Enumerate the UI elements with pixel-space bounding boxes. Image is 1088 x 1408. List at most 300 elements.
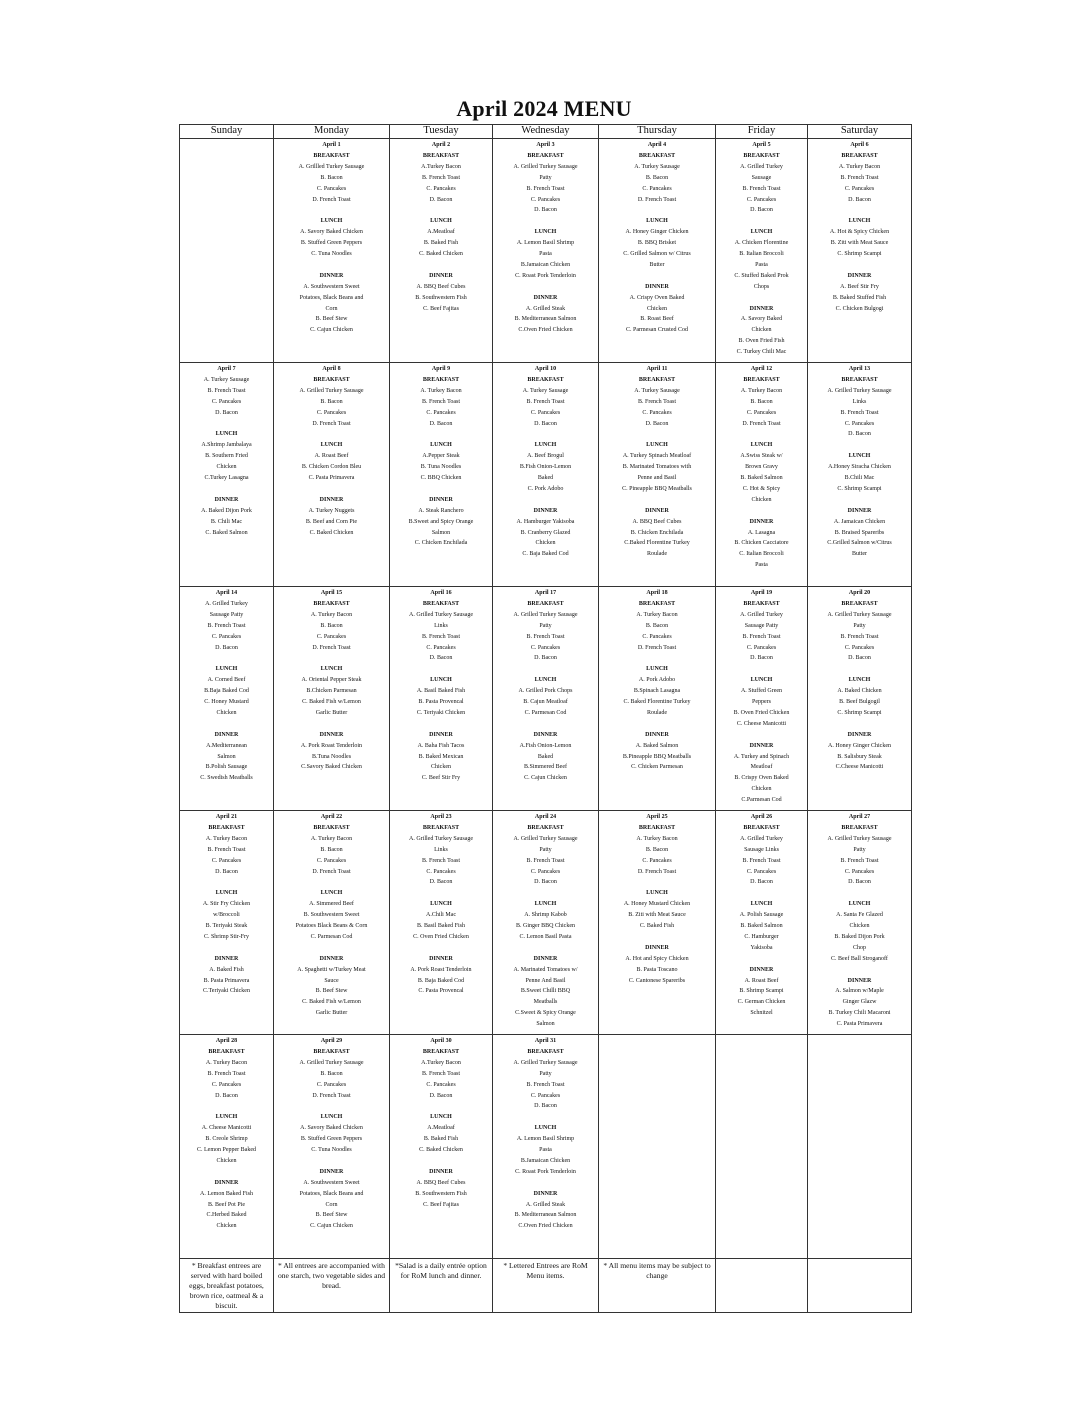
menu-item: B. French Toast	[207, 387, 246, 394]
spacer	[717, 293, 806, 304]
meal-heading: DINNER	[319, 1168, 344, 1175]
menu-item: A. Turkey Sausage	[634, 163, 680, 170]
menu-item: A.Fish Onion-Lemon	[519, 742, 572, 749]
menu-item: Meatloaf	[750, 764, 773, 771]
menu-item: Garlic Butter	[315, 1010, 348, 1017]
day-date: April 29	[320, 1038, 343, 1044]
menu-item: Patty	[539, 1070, 552, 1077]
meal-heading: BREAKFAST	[313, 376, 350, 383]
menu-item: C. Pancakes	[844, 868, 875, 875]
menu-item: B. Braised Spareribs	[834, 529, 885, 536]
spacer	[181, 877, 272, 888]
spacer	[600, 429, 714, 440]
footnote-cell	[180, 1259, 274, 1313]
menu-item: A.Shrimp Jambalaya	[201, 442, 252, 449]
menu-item: B.Tuna Noodles	[311, 753, 352, 760]
meal-heading: BREAKFAST	[743, 152, 780, 159]
menu-item: B. French Toast	[422, 633, 460, 640]
menu-item: A. Stir Fry Chicken	[202, 901, 251, 908]
menu-item: C. Beef Fajitas	[423, 1201, 459, 1208]
meal-heading: LUNCH	[646, 218, 668, 225]
menu-item: D. Bacon	[534, 420, 557, 427]
menu-item: C.Savory Baked Chicken	[301, 764, 362, 771]
spacer	[494, 495, 597, 506]
menu-item: A. Lasagna	[747, 529, 776, 536]
spacer	[494, 429, 597, 440]
menu-item: A. Grilled Turkey Sausage	[299, 387, 364, 394]
menu-item: B. Basil Baked Fish	[416, 923, 465, 930]
menu-item: D. Bacon	[429, 1092, 453, 1099]
menu-item: A.Chili Mac	[426, 912, 456, 919]
menu-item: D. Bacon	[429, 655, 453, 662]
menu-item: C. Pancakes	[316, 1081, 347, 1088]
menu-item: A. Grilled Pork Chops	[518, 688, 573, 695]
spacer	[275, 205, 388, 216]
menu-item: A. Turkey Nuggets	[308, 507, 355, 514]
menu-item: C. Baked Fish	[639, 923, 675, 930]
menu-item: B. Baked Salmon	[740, 475, 783, 482]
meal-heading: BREAKFAST	[841, 152, 878, 159]
menu-item: Links	[434, 846, 448, 853]
meal-heading: BREAKFAST	[527, 376, 564, 383]
day-date: April 12	[750, 366, 773, 372]
menu-item: B. French Toast	[207, 1070, 246, 1077]
menu-item: A. BBQ Beef Cubes	[416, 283, 466, 290]
menu-item: A. Santa Fe Glazed	[836, 912, 883, 919]
day-cell	[390, 139, 493, 363]
meal-heading: LUNCH	[320, 442, 343, 449]
meal-heading: BREAKFAST	[638, 600, 676, 607]
menu-item: Chicken	[647, 305, 667, 312]
menu-item: C. Pancakes	[211, 857, 242, 864]
day-date: April 28	[215, 1038, 238, 1044]
spacer	[275, 260, 388, 271]
menu-item: Sausage	[751, 174, 772, 181]
day-cell	[274, 363, 390, 587]
menu-item: C. Pancakes	[530, 1092, 561, 1099]
menu-item: C. Pancakes	[746, 196, 777, 203]
menu-item: A. Grilled Turkey Sausage	[827, 611, 892, 618]
day-cell	[808, 139, 912, 363]
spacer	[391, 1156, 491, 1167]
menu-item: C. Pancakes	[211, 1081, 242, 1088]
menu-item: B. Roast Beef	[640, 316, 674, 323]
menu-item: A. Stuffed Green	[740, 688, 783, 695]
meal-heading: BREAKFAST	[841, 824, 878, 831]
menu-item: A. Chicken Florentine	[734, 240, 789, 247]
menu-item: B. French Toast	[526, 398, 565, 405]
menu-item: B. French Toast	[422, 857, 460, 864]
menu-item: B. Bacon	[320, 1070, 343, 1077]
empty-day-cell	[808, 1035, 912, 1259]
meal-heading: DINNER	[429, 496, 453, 503]
meal-heading: LUNCH	[646, 890, 668, 897]
menu-item: C.Teriyaki Chicken	[203, 988, 250, 995]
spacer	[181, 484, 272, 495]
meal-heading: BREAKFAST	[422, 824, 460, 831]
footnote-cell	[808, 1259, 912, 1313]
menu-item: A. Hot and Spicy Chicken	[625, 955, 689, 962]
spacer	[275, 943, 388, 954]
menu-item: C. Baked Salmon	[205, 529, 248, 536]
spacer	[600, 719, 714, 730]
menu-item: Chop	[852, 944, 866, 951]
menu-item: C. Chicken Parmesan	[631, 764, 683, 771]
meal-heading: DINNER	[847, 977, 872, 984]
meal-heading: DINNER	[645, 731, 669, 738]
day-date: April 26	[750, 814, 773, 820]
menu-item: D. Bacon	[848, 879, 871, 886]
spacer	[494, 216, 597, 227]
menu-item: Patty	[539, 622, 552, 629]
menu-item: D. French Toast	[312, 196, 351, 203]
menu-item: C.Turkey Lasagna	[204, 475, 249, 482]
menu-item: C. Cheese Manicotti	[736, 720, 787, 727]
menu-item: Garlic Butter	[315, 709, 348, 716]
menu-item: B. Oven Fried Chicken	[733, 709, 790, 716]
menu-item: B. Ziti with Meat Sauce	[628, 912, 686, 919]
meal-heading: DINNER	[214, 1179, 239, 1186]
menu-item: B.Jamaican Chicken	[520, 261, 571, 268]
menu-item: A. Grilled Turkey Sausage	[299, 1059, 364, 1066]
menu-item: Patty	[853, 622, 866, 629]
menu-item: D. French Toast	[637, 868, 677, 875]
menu-item: Chicken	[535, 540, 556, 547]
spacer	[181, 653, 272, 664]
menu-item: Yakisoba	[750, 944, 773, 951]
day-date: April 17	[534, 590, 557, 596]
menu-item: B. French Toast	[840, 633, 879, 640]
menu-item: A.Turkey Bacon	[421, 163, 461, 170]
menu-item: B. Ziti with Meat Sauce	[830, 240, 889, 247]
menu-item: B.Sweet Chilli BBQ	[520, 988, 571, 995]
meal-heading: LUNCH	[320, 666, 343, 673]
menu-item: C. Cajun Chicken	[310, 327, 353, 334]
menu-item: A. Baked Chicken	[837, 688, 882, 695]
spacer	[600, 653, 714, 664]
menu-item: C. Roast Pork Tenderloin	[515, 272, 576, 279]
menu-item: A. Grilled Turkey Sausage	[513, 611, 578, 618]
weekday-header-row	[180, 125, 912, 139]
spacer	[494, 1112, 597, 1123]
menu-item: C.Baked Florentine Turkey	[624, 540, 690, 547]
menu-item: Chicken	[751, 327, 772, 334]
meal-heading: LUNCH	[848, 901, 871, 908]
spacer	[717, 730, 806, 741]
menu-item: Patty	[853, 846, 866, 853]
menu-item: Ginger Glazw	[842, 999, 877, 1006]
day-date: April 18	[646, 590, 668, 596]
menu-item: A. Grilled Turkey	[740, 611, 783, 618]
weekday-header: Monday	[274, 125, 390, 139]
menu-item: Penne And Basil	[525, 977, 566, 984]
menu-item: A. Cheese Manicotti	[201, 1125, 252, 1132]
menu-item: A. Oriental Pepper Steak	[301, 677, 362, 684]
menu-item: A. Simmered Beef	[309, 901, 354, 908]
menu-item: A. Grilled Turkey Sausage	[513, 835, 578, 842]
menu-item: B. Shrimp Scampi	[739, 988, 784, 995]
spacer	[181, 1167, 272, 1178]
spacer	[391, 664, 491, 675]
day-date: April 23	[430, 814, 452, 820]
spacer	[275, 429, 388, 440]
meal-heading: DINNER	[214, 496, 239, 503]
meal-heading: LUNCH	[534, 229, 557, 236]
day-date: April 5	[752, 142, 771, 148]
menu-item: A. Turkey Sausage	[522, 387, 569, 394]
meal-heading: DINNER	[319, 955, 344, 962]
menu-item: Schnitzel	[750, 1010, 773, 1017]
menu-item: A.Honey Siracha Chicken	[828, 464, 891, 471]
menu-item: B. Southern Fried	[205, 453, 248, 460]
menu-item: B. Southwestern Fish	[415, 294, 467, 301]
meal-heading: LUNCH	[320, 890, 343, 897]
menu-item: A. Hot & Spicy Chicken	[829, 229, 890, 236]
day-cell	[716, 587, 808, 811]
menu-item: B. Bacon	[320, 846, 343, 853]
day-cell	[599, 811, 716, 1035]
menu-item: B.Pineapple BBQ Meatballs	[622, 753, 692, 760]
menu-item: A. Turkey Bacon	[636, 835, 678, 842]
menu-item: C. Parmesan Cod	[310, 933, 353, 940]
day-cell	[180, 811, 274, 1035]
meal-heading: LUNCH	[215, 666, 238, 673]
menu-item: A. Honey Mustard Chicken	[623, 901, 691, 908]
meal-heading: LUNCH	[646, 666, 668, 673]
menu-item: B. Baked Fish	[423, 1136, 459, 1143]
meal-heading: BREAKFAST	[313, 600, 350, 607]
menu-item: C. Pancakes	[316, 857, 347, 864]
menu-item: Sausage Patty	[744, 622, 779, 629]
menu-item: A. Turkey and Spinach	[733, 753, 790, 760]
menu-item: C. Pancakes	[530, 409, 561, 416]
menu-item: B. Cajun Meatloaf	[523, 699, 568, 706]
day-cell	[716, 139, 808, 363]
menu-item: B. French Toast	[526, 185, 565, 192]
meal-heading: BREAKFAST	[313, 152, 350, 159]
empty-day-cell	[180, 139, 274, 363]
menu-item: A. Hamburger Yakisoba	[516, 518, 575, 525]
menu-item: Sausage Patty	[209, 611, 244, 618]
day-date: April 2	[431, 142, 451, 148]
menu-item: A. Southwestern Sweet	[303, 283, 360, 290]
meal-heading: LUNCH	[320, 218, 343, 225]
menu-item: B. French Toast	[207, 622, 246, 629]
meal-heading: DINNER	[645, 944, 669, 951]
day-cell	[493, 139, 599, 363]
spacer	[494, 943, 597, 954]
menu-item: C. Parmesan Cod	[524, 709, 567, 716]
day-date: April 30	[430, 1038, 452, 1044]
menu-item: Chicken	[849, 923, 870, 930]
menu-item: A. Turkey Sausage	[634, 387, 680, 394]
menu-item: C. Pork Adobo	[527, 485, 564, 492]
menu-item: Chicken	[216, 709, 237, 716]
menu-item: C. Pancakes	[642, 857, 672, 864]
footnote: * Breakfast entrees are served with hard boiled eggs, breakfast potatoes, brown rice, oatmeal & a biscuit.	[189, 1261, 264, 1310]
footnote-cell	[599, 1259, 716, 1313]
menu-item: B. Chicken Cordon Bleu	[301, 464, 362, 471]
day-date: April 24	[534, 814, 557, 820]
menu-item: Chicken	[216, 464, 237, 471]
menu-item: B. Southwestern Fish	[415, 1190, 467, 1197]
menu-item: A. Pork Adobo	[638, 677, 676, 684]
menu-item: C. Baked Fish w/Lemon	[302, 699, 361, 706]
day-date: April 8	[322, 366, 341, 372]
menu-item: C. Pineapple BBQ Meatballs	[622, 485, 692, 492]
spacer	[181, 1101, 272, 1112]
menu-item: Chicken	[431, 764, 451, 771]
menu-item: A. Roast Beef	[314, 453, 349, 460]
menu-item: C. Pancakes	[426, 1081, 456, 1088]
menu-item: Chops	[753, 283, 770, 290]
menu-item: A. Honey Ginger Chicken	[625, 229, 689, 236]
menu-item: B. French Toast	[207, 846, 246, 853]
spacer	[275, 484, 388, 495]
day-cell	[274, 1035, 390, 1259]
menu-item: B. French Toast	[422, 1070, 460, 1077]
menu-item: D. Bacon	[534, 1103, 557, 1110]
menu-item: C. Baked Florentine Turkey	[623, 699, 691, 706]
menu-item: C. Pancakes	[426, 409, 456, 416]
meal-heading: BREAKFAST	[743, 376, 780, 383]
menu-item: B. Chicken Enchilada	[630, 529, 684, 536]
menu-item: B. Chicken Cacciatore	[734, 540, 789, 547]
menu-item: A. Southwestern Sweet	[303, 1179, 360, 1186]
spacer	[494, 664, 597, 675]
meal-heading: DINNER	[429, 1168, 453, 1175]
menu-item: C. Turkey Chili Mac	[736, 349, 787, 356]
menu-item: A. Turkey Bacon	[205, 1059, 248, 1066]
spacer	[717, 506, 806, 517]
day-date: April 21	[215, 814, 238, 820]
menu-item: D. Bacon	[429, 420, 453, 427]
menu-item: C. Pancakes	[530, 196, 561, 203]
meal-heading: DINNER	[429, 731, 453, 738]
meal-heading: BREAKFAST	[743, 600, 780, 607]
meal-heading: LUNCH	[646, 442, 668, 449]
menu-item: C. Pancakes	[211, 633, 242, 640]
week-row	[180, 587, 912, 811]
spacer	[275, 877, 388, 888]
menu-item: Links	[434, 622, 448, 629]
menu-item: B. French Toast	[840, 409, 879, 416]
menu-item: B. Pasta Provencal	[418, 699, 464, 706]
menu-item: B.Chili Mac	[844, 475, 875, 482]
menu-item: C. Tuna Noodles	[311, 1147, 352, 1154]
menu-calendar-table	[179, 124, 912, 1313]
menu-item: Potatoes, Black Beans and	[299, 294, 364, 301]
menu-item: B. Tuna Noodles	[420, 464, 462, 471]
menu-item: C. Beef Stir Fry	[421, 775, 461, 782]
day-date: April 11	[646, 366, 668, 372]
meal-heading: DINNER	[319, 731, 344, 738]
menu-item: C. Pancakes	[426, 868, 456, 875]
menu-item: C. Pancakes	[844, 185, 875, 192]
spacer	[717, 429, 806, 440]
menu-item: A.Turkey Bacon	[421, 1059, 461, 1066]
meal-heading: DINNER	[429, 272, 453, 279]
day-cell	[599, 587, 716, 811]
weekday-header: Wednesday	[493, 125, 599, 139]
menu-item: B. French Toast	[742, 185, 781, 192]
menu-item: A. Polish Sausage	[739, 912, 784, 919]
meal-heading: LUNCH	[848, 677, 871, 684]
menu-item: A. Marinated Tomatoes w/	[513, 966, 578, 973]
menu-item: C. Shrimp Scampi	[837, 485, 882, 492]
spacer	[717, 664, 806, 675]
menu-item: C. Pancakes	[316, 409, 347, 416]
weekday-header: Tuesday	[390, 125, 493, 139]
spacer	[717, 888, 806, 899]
menu-item: A. Beef Stir Fry	[840, 283, 879, 290]
menu-item: Meatballs	[533, 999, 558, 1006]
menu-item: C.Cheese Manicotti	[835, 764, 884, 771]
menu-item: A. Honey Ginger Chicken	[828, 742, 891, 749]
menu-item: B. Baja Baked Cod	[417, 977, 465, 984]
day-date: April 22	[320, 814, 343, 820]
menu-item: B. Chili Mac	[210, 518, 243, 525]
day-cell	[808, 587, 912, 811]
menu-item: A. Turkey Bacon	[205, 835, 248, 842]
day-cell	[493, 811, 599, 1035]
menu-item: A. BBQ Beef Cubes	[416, 1179, 466, 1186]
footnote	[716, 1259, 807, 1261]
menu-item: Sausage Links	[744, 846, 779, 853]
menu-item: C. Hamburger	[744, 933, 779, 940]
menu-item: D. Bacon	[215, 868, 238, 875]
meal-heading: DINNER	[533, 731, 558, 738]
week-row	[180, 139, 912, 363]
menu-item: B.Fish Onion-Lemon	[519, 464, 572, 471]
spacer	[809, 495, 910, 506]
meal-heading: BREAKFAST	[527, 600, 564, 607]
spacer	[391, 1101, 491, 1112]
meal-heading: DINNER	[533, 507, 558, 514]
menu-item: D. Bacon	[534, 207, 557, 214]
menu-item: Chicken	[216, 1157, 237, 1164]
meal-heading: LUNCH	[430, 442, 452, 449]
footnotes-row	[180, 1259, 912, 1313]
menu-item: A. Pork Roast Tenderloin	[300, 742, 363, 749]
menu-item: B. French Toast	[422, 174, 460, 181]
spacer	[600, 932, 714, 943]
menu-item: B. Baked Fish	[423, 240, 459, 247]
menu-item: C. Oven Fried Chicken	[413, 933, 469, 940]
menu-item: A. Baha Fish Tacos	[417, 742, 465, 749]
spacer	[717, 954, 806, 965]
menu-item: B. Oven Fried Fish	[738, 338, 785, 345]
weekday-header: Saturday	[808, 125, 912, 139]
menu-item: C. Baja Baked Cod	[522, 551, 569, 558]
meal-heading: BREAKFAST	[638, 824, 676, 831]
menu-item: C. Pancakes	[642, 409, 672, 416]
meal-heading: BREAKFAST	[313, 1048, 350, 1055]
spacer	[181, 419, 272, 430]
spacer	[600, 271, 714, 282]
menu-item: C.Herbed Baked	[206, 1212, 247, 1219]
footnote: * All entrees are accompanied with one starch, two vegetable sides and bread.	[277, 1261, 386, 1290]
day-date: April 7	[217, 366, 236, 372]
weekday-header: Friday	[716, 125, 808, 139]
menu-item: B. Creole Shrimp	[205, 1136, 248, 1143]
menu-item: C. Pancakes	[530, 868, 561, 875]
menu-item: B.Baja Baked Cod	[204, 688, 249, 695]
menu-item: C. Pancakes	[642, 633, 672, 640]
day-cell	[716, 363, 808, 587]
menu-item: D. French Toast	[637, 196, 677, 203]
menu-item: A. Lemon Basil Shrimp	[516, 1136, 575, 1143]
